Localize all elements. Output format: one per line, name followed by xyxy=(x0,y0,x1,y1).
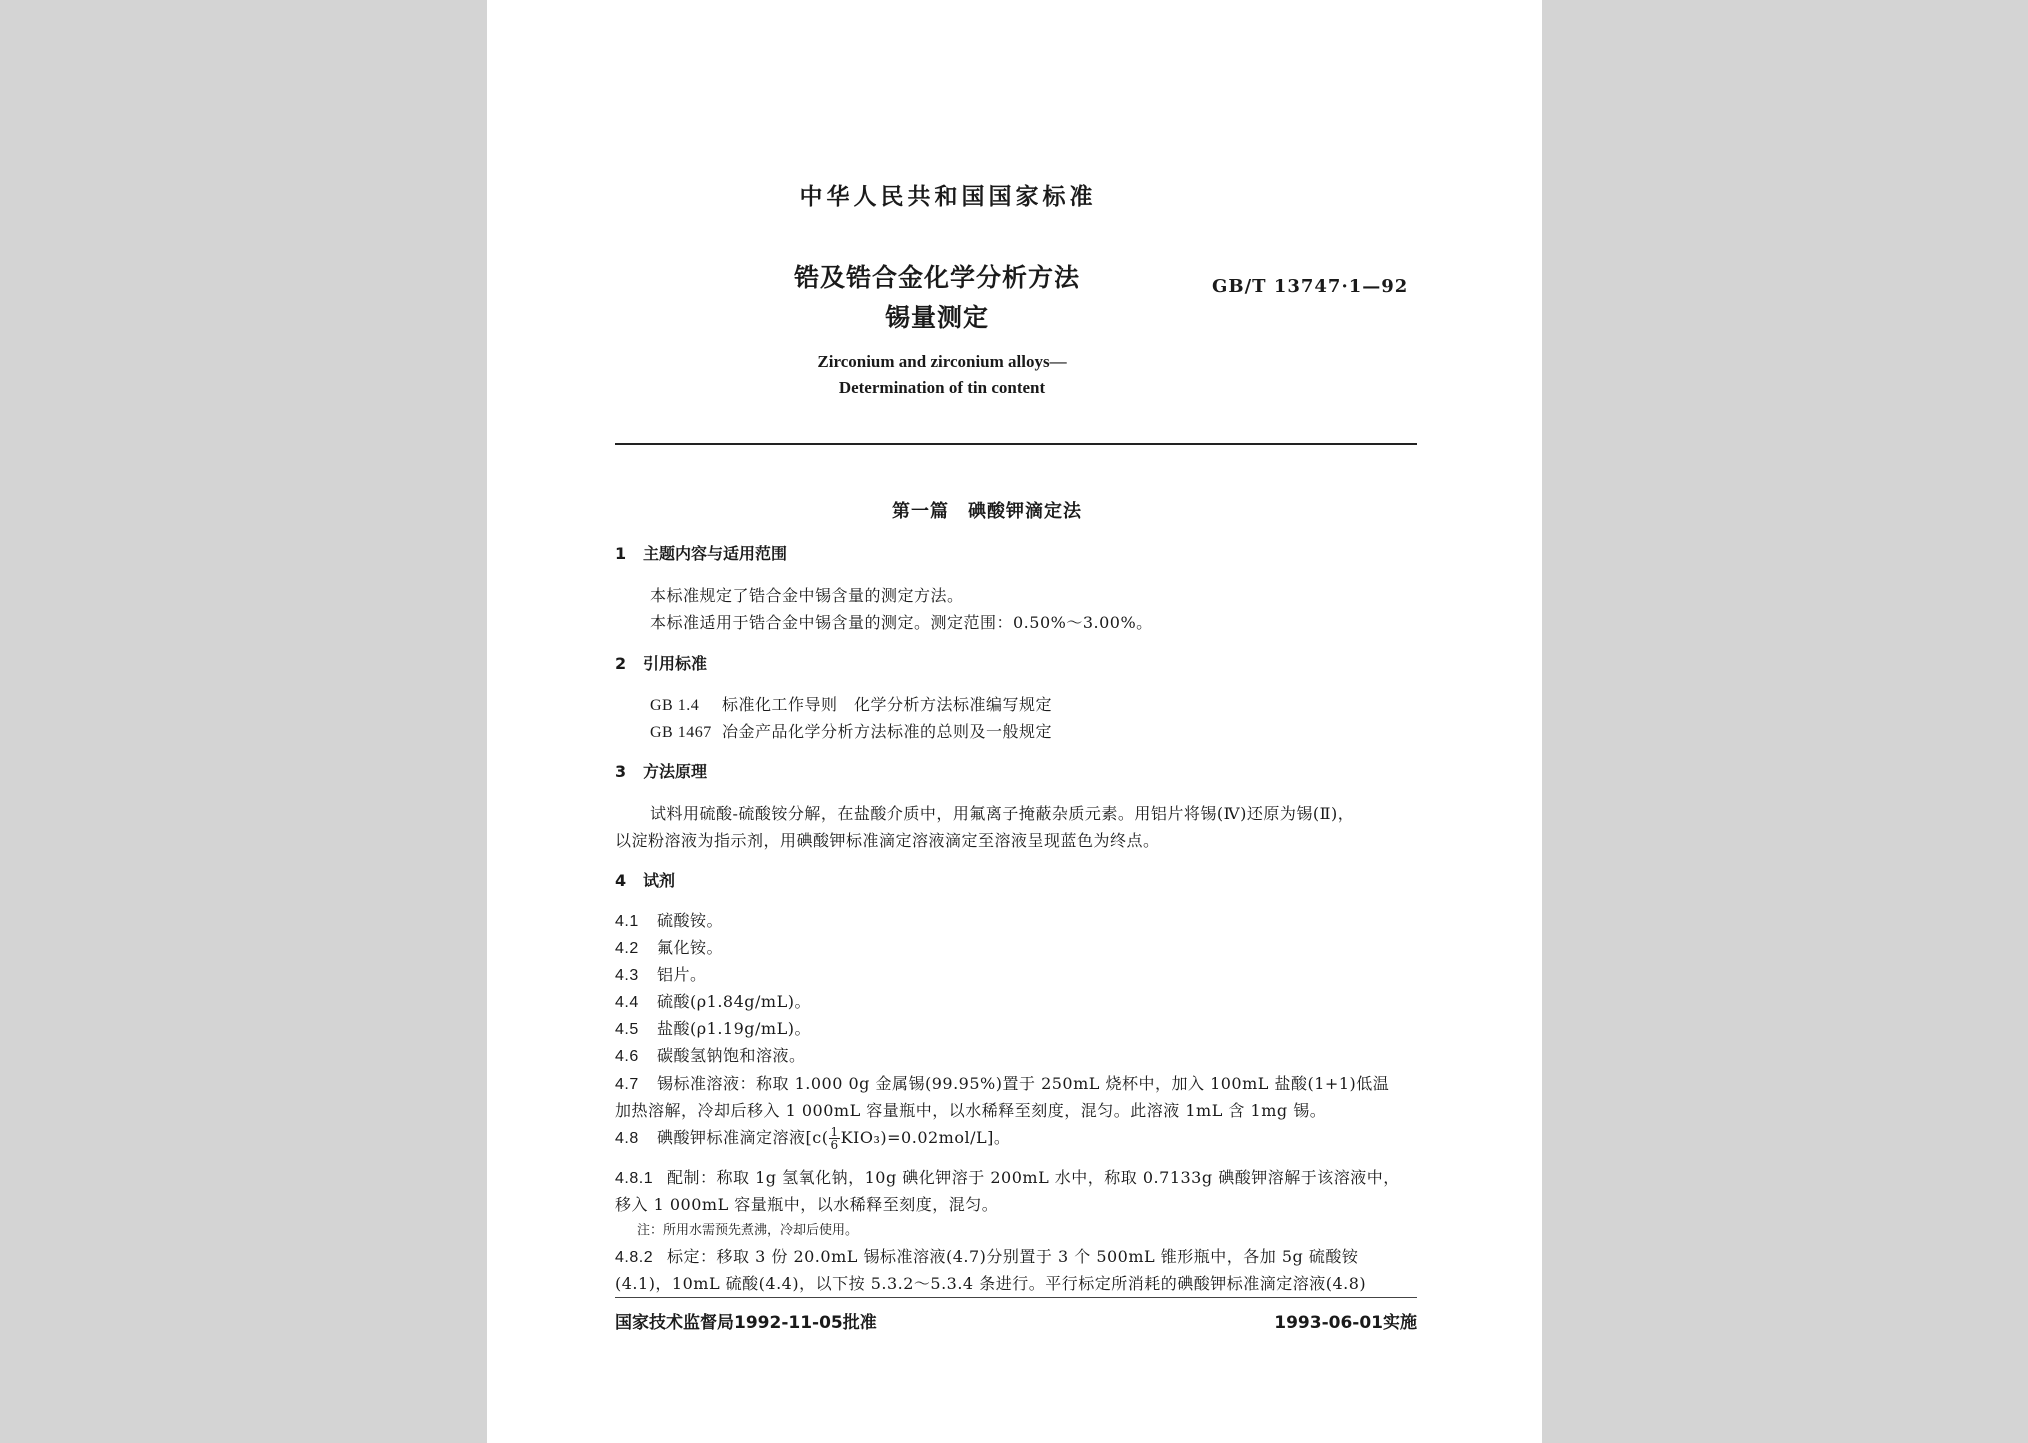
document-page xyxy=(487,0,1542,1443)
footer-divider xyxy=(615,1297,1417,1298)
title-en-line1: Zirconium and zirconium alloys— xyxy=(817,352,1067,371)
reagent-item xyxy=(615,962,707,985)
item-number: 4.1 xyxy=(615,913,639,930)
item-number: 4.8.2 xyxy=(615,1249,654,1266)
section-number: 1 xyxy=(615,544,627,563)
section-2-heading xyxy=(615,651,707,674)
item-text: KIO₃)=0.02mol/L]。 xyxy=(840,1128,1011,1147)
item-number: 4.4 xyxy=(615,994,639,1011)
item-number: 4.3 xyxy=(615,967,639,984)
paragraph: 试料用硫酸-硫酸铵分解，在盐酸介质中，用氟离子掩蔽杂质元素。用铝片将锡(Ⅳ)还原为锡(Ⅱ)， xyxy=(650,804,1355,823)
item-number: 4.6 xyxy=(615,1048,639,1065)
item-text: 标定：移取 3 份 20.0mL 锡标准溶液(4.7)分别置于 3 个 500mL 锥形瓶中，各加 5g 硫酸铵 xyxy=(667,1247,1359,1266)
section-number: 3 xyxy=(615,762,627,781)
item-number: 4.5 xyxy=(615,1021,639,1038)
approval-date: 国家技术监督局1992-11-05批准 xyxy=(615,1313,877,1333)
reference-text: 冶金产品化学分析方法标准的总则及一般规定 xyxy=(722,722,1053,741)
paragraph: 移入 1 000mL 容量瓶中，以水稀释至刻度，混匀。 xyxy=(615,1195,999,1214)
paragraph: 本标准规定了锆合金中锡含量的测定方法。 xyxy=(650,586,964,605)
section-4-heading xyxy=(615,868,675,891)
standard-code: GB/T 13747·1—92 xyxy=(1212,276,1409,297)
reagent-item xyxy=(615,1165,1400,1188)
item-text: 盐酸(ρ1.19g/mL)。 xyxy=(657,1019,811,1038)
section-3-heading xyxy=(615,759,707,782)
national-standard-heading: 中华人民共和国国家标准 xyxy=(799,184,1097,210)
section-number: 2 xyxy=(615,654,627,673)
fraction xyxy=(829,1126,839,1151)
part-title: 第一篇 碘酸钾滴定法 xyxy=(892,501,1082,522)
title-cn-line1: 锆及锆合金化学分析方法 xyxy=(793,263,1080,292)
reference-row xyxy=(650,719,1052,742)
item-number: 4.8.1 xyxy=(615,1170,654,1187)
reagent-item xyxy=(615,1016,811,1039)
item-text: 硫酸(ρ1.84g/mL)。 xyxy=(657,992,811,1011)
fraction-numerator: 1 xyxy=(830,1125,839,1139)
title-en-line2: Determination of tin content xyxy=(838,378,1046,397)
item-text: 硫酸铵。 xyxy=(657,911,724,930)
item-number: 4.7 xyxy=(615,1076,639,1093)
paragraph: 以淀粉溶液为指示剂，用碘酸钾标准滴定溶液滴定至溶液呈现蓝色为终点。 xyxy=(615,831,1160,850)
reagent-item xyxy=(615,1071,1389,1094)
item-text: 锡标准溶液：称取 1.000 0g 金属锡(99.95%)置于 250mL 烧杯中，加入 100mL 盐酸(1+1)低温 xyxy=(657,1074,1390,1093)
reference-code: GB 1.4 xyxy=(650,697,700,714)
header-divider xyxy=(615,443,1417,445)
reagent-item xyxy=(615,1125,1010,1151)
paragraph: 本标准适用于锆合金中锡含量的测定。测定范围：0.50%～3.00%。 xyxy=(650,613,1153,632)
section-title: 试剂 xyxy=(643,871,676,890)
reference-row xyxy=(650,692,1052,715)
reagent-item xyxy=(615,1244,1358,1267)
reagent-item xyxy=(615,908,723,931)
item-text: 铝片。 xyxy=(657,965,707,984)
section-title: 主题内容与适用范围 xyxy=(643,544,788,563)
item-text: 氟化铵。 xyxy=(657,938,724,957)
item-text: 碘酸钾标准滴定溶液[c( xyxy=(657,1128,829,1147)
section-title: 引用标准 xyxy=(643,654,708,673)
fraction-denominator: 6 xyxy=(830,1138,839,1152)
reagent-item xyxy=(615,1043,806,1066)
reagent-item xyxy=(615,935,723,958)
reference-text: 标准化工作导则 化学分析方法标准编写规定 xyxy=(722,695,1053,714)
reference-code: GB 1467 xyxy=(650,724,712,741)
item-number: 4.8 xyxy=(615,1130,639,1147)
note: 注：所用水需预先煮沸，冷却后使用。 xyxy=(637,1223,859,1238)
paragraph: 加热溶解，冷却后移入 1 000mL 容量瓶中，以水稀释至刻度，混匀。此溶液 1mL 含 1mg 锡。 xyxy=(615,1101,1327,1120)
section-title: 方法原理 xyxy=(643,762,708,781)
item-text: 配制：称取 1g 氢氧化钠，10g 碘化钾溶于 200mL 水中，称取 0.7133g 碘酸钾溶解于该溶液中， xyxy=(667,1168,1400,1187)
item-text: 碳酸氢钠饱和溶液。 xyxy=(657,1046,806,1065)
item-number: 4.2 xyxy=(615,940,639,957)
reagent-item xyxy=(615,989,811,1012)
title-cn-line2: 锡量测定 xyxy=(884,303,989,332)
effective-date: 1993-06-01实施 xyxy=(1274,1313,1417,1333)
section-1-heading xyxy=(615,541,787,564)
paragraph: (4.1)，10mL 硫酸(4.4)，以下按 5.3.2～5.3.4 条进行。平行标定所消耗的碘酸钾标准滴定溶液(4.8) xyxy=(615,1274,1367,1293)
section-number: 4 xyxy=(615,871,627,890)
